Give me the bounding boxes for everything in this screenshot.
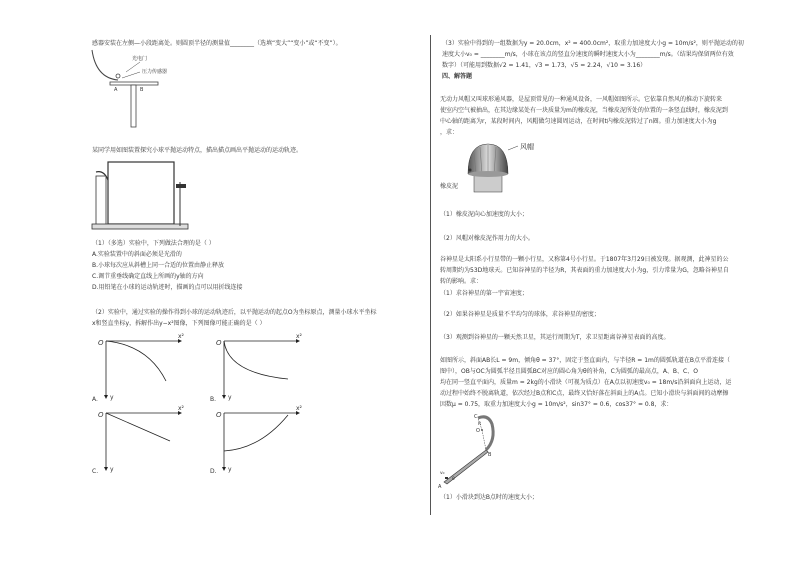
table-leg <box>131 85 136 127</box>
board <box>108 162 174 224</box>
figure-wind-cap <box>440 140 552 202</box>
graph-d <box>210 405 310 475</box>
figure-slope-arc <box>438 410 518 490</box>
graph-b <box>210 333 310 403</box>
curve-a <box>106 341 166 381</box>
text-line: 动过程中始终不脱离轨道，依次经过B点和C点，最终又恰好落在斜面上的A点。已知小滑块与斜面间的动摩擦 <box>440 390 729 397</box>
text-line: 因数μ = 0.75，取重力加速度大小g = 10m/s²，sin37° = 0.6，cos37° = 0.8，求： <box>440 401 673 408</box>
option-c: C.调节重垂线确定直线上所画的y轴的方向 <box>92 273 204 280</box>
clay-dot <box>469 169 472 172</box>
label-v0: v₀ <box>440 471 445 476</box>
label-theta: θ <box>452 477 455 482</box>
question-stem: （1）（多选）实验中，下列做法合理的是（ ） <box>92 240 215 247</box>
right-column <box>430 0 794 562</box>
clamp <box>176 184 186 188</box>
curve-d <box>224 415 288 451</box>
text-line: （2）如果谷神星是质量不半均匀的球体，求谷神星的密度； <box>440 311 600 318</box>
text-line: 中心轴的距离为r，某段时间内，风帽做匀速圆周运动，在时间t内橡皮泥转过了n圈。重力加速度大小为g <box>440 118 717 125</box>
graph-c <box>92 405 192 475</box>
option-label-a: A. <box>92 396 98 403</box>
text-line: ，求： <box>440 129 459 136</box>
label-a: A <box>438 484 442 490</box>
option-label-b: B. <box>210 396 217 403</box>
figure-projectile-apparatus <box>92 158 197 234</box>
text-line: 某同学用如图装置探究小球平抛运动特点，描出描点画出平抛运动的运动轨迹。 <box>92 147 303 154</box>
text-line: 转的影响。求： <box>440 278 483 285</box>
svg-text:x²: x² <box>178 333 184 340</box>
label-o: O <box>476 428 480 434</box>
graph-a <box>92 333 192 403</box>
label-clay: 橡皮泥 <box>440 183 459 190</box>
text-line: 谷神星是太阳系小行星带的一颗小行星，又称第4号小行星。于1807年3月29日被发现。据观测，此神星的公 <box>440 256 729 263</box>
curve-b <box>224 341 288 379</box>
text-line: 无动力风帽又叫球形通风器，是屋顶常见的一种通风设备，一风帽如图所示。它依靠自然风的推动下旋转来 <box>440 96 723 103</box>
label-c: C <box>474 414 478 420</box>
svg-text:O: O <box>216 411 222 419</box>
line-c <box>106 413 170 441</box>
text-line: （1）求谷神星的第一宇宙速度； <box>440 290 528 297</box>
text-line: x和竖直坐标y，拆解作出y−x²图像，下列图像可能正确的是（ ） <box>92 320 266 327</box>
curved-track <box>92 50 118 80</box>
svg-text:x²: x² <box>296 333 302 340</box>
text-line: （1）小滑块到达B点时的速度大小； <box>440 494 538 501</box>
label-cap: 风帽 <box>520 143 534 151</box>
label-sensor: 压力传感器 <box>142 69 168 75</box>
option-a: A.实验装置中的斜面必须是光滑的 <box>92 251 182 258</box>
svg-text:y: y <box>110 394 114 401</box>
text-line: 数字）（可能用到数据√2 = 1.41，√3 = 1.73，√5 = 2.24，√10 = 3.16） <box>442 62 647 69</box>
slope-ab <box>444 450 488 484</box>
svg-text:O: O <box>98 411 104 419</box>
svg-text:x²: x² <box>178 405 184 412</box>
text-line: 使室内空气被抽出，在其边缘某处有一块质量为m的橡皮泥，当橡皮泥所处的位置的一条竖直线时，橡皮泥到 <box>440 107 728 114</box>
text-line: （2）风帽对橡皮泥作用力的大小。 <box>440 235 534 242</box>
option-b: B.小球每次应从斜槽上同一合适的位置由静止释放 <box>92 262 225 269</box>
svg-text:y: y <box>228 394 232 401</box>
label-b: B <box>140 87 144 93</box>
option-label-d: D. <box>210 468 217 475</box>
text-line: 图中），OB与OC为圆弧半径且圆弧BC对应的圆心角为θ的补角，C为圆弧的最高点，A、B、C、O <box>440 368 698 375</box>
text-line: 速度大小v₀ = ________m/s，小球在该点的竖直分速度的瞬时速度大小为________m/s。（结果均保留两位有效 <box>442 51 734 58</box>
svg-text:y: y <box>110 466 114 473</box>
text-line: （1）橡皮泥向心加速度的大小； <box>440 211 528 218</box>
label-b: B <box>488 452 492 458</box>
ball <box>116 74 120 78</box>
label-a: A <box>114 87 118 93</box>
table-top <box>110 82 158 85</box>
section-title: 四、解答题 <box>442 73 473 80</box>
svg-text:O: O <box>98 339 104 347</box>
option-label-c: C. <box>92 468 99 475</box>
label-light-gate: 光电门 <box>132 56 148 62</box>
text-line: 均在同一竖直平面内，质量m = 2kg的小滑块（可视为质点）在A点以初速度v₀ = 18m/s沿斜面向上运动，运 <box>440 379 732 386</box>
text-line: 如图所示，斜面AB长L = 9m，倾角θ = 37°，固定于竖直面内，与半径R = 1m的圆弧轨道在B点平滑连接（ <box>440 357 731 364</box>
text-line: （3）观测到谷神星的一颗天然卫星，其运行周期为T，求卫星距离谷神星表面的高度。 <box>440 334 670 341</box>
option-d: D.用铅笔在小球的运动轨迹时，描画的点可以用折线连接 <box>92 284 243 291</box>
figure-track-sensor <box>88 48 178 128</box>
svg-text:x²: x² <box>296 405 302 412</box>
svg-text:O: O <box>216 339 222 347</box>
text-line: 转周期约为53D地球天。已知谷神星的半径为R，其表面的重力加速度大小为g，引力常量为G，忽略谷神星自 <box>440 267 729 274</box>
text-line: 感器安装在左侧—小段距离处。则圆顶半径的测量值________（选填“变大”“变小”或“不变”）。 <box>92 40 342 47</box>
svg-text:y: y <box>228 466 232 473</box>
text-line: （2）实验中，通过实验的操作得到小球的运动轨迹后，以平抛运动的起点O为坐标原点，测量小球水平坐标 <box>92 309 377 316</box>
label-r: R <box>478 422 482 427</box>
text-line: （3）实验中得到的一组数据为y = 20.0cm，x² = 400.0cm²，取重力加速度大小g = 10m/s²，则平抛运动的初 <box>442 40 744 47</box>
